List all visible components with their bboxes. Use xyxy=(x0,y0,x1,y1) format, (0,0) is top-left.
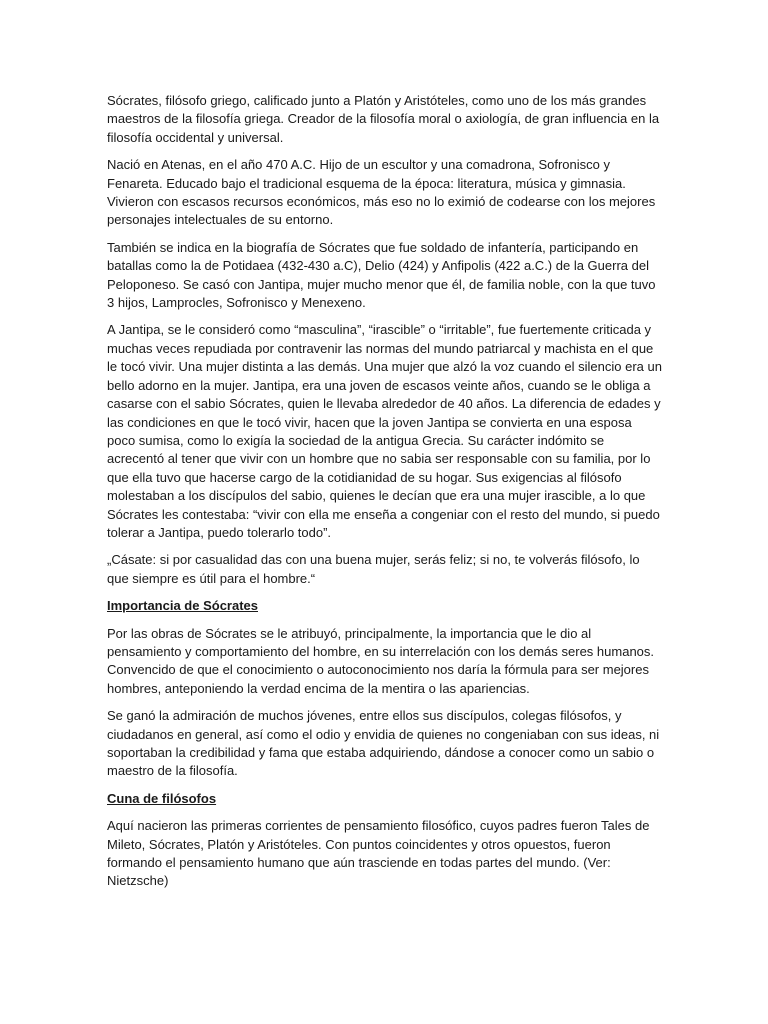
paragraph-jantipa: A Jantipa, se le consideró como “masculina”, “irascible” o “irritable”, fue fuertemente criticada y muchas veces repudiada por contravenir las normas del mundo patriarcal y machista en el que le tocó vivir. Una mujer distinta a las demás. Una mujer que alzó la voz cuando el silencio era un bello adorno en la mujer. Jantipa, era una joven de escasos veinte años, cuando se le obliga a casarse con el sabio Sócrates, quien le llevaba alrededor de 40 años. La diferencia de edades y las condiciones en que le tocó vivir, hacen que la joven Jantipa se convierta en una esposa poco sumisa, como lo exigía la sociedad de la antigua Grecia. Su carácter indómito se acrecentó al tener que vivir con un hombre que no sabia ser responsable con su familia, por lo que ella tuvo que hacerse cargo de la cotidianidad de su hogar. Sus exigencias al filósofo molestaban a los discípulos del sabio, quienes le decían que era una mujer irascible, a lo que Sócrates les contestaba: “vivir con ella me enseña a congeniar con el resto del mundo, si puedo tolerar a Jantipa, puedo tolerarlo todo”. xyxy=(107,322,662,540)
paragraph-importancia-2: Se ganó la admiración de muchos jóvenes, entre ellos sus discípulos, colegas filósofos, y ciudadanos en general, así como el odio y envidia de quienes no congeniaban con sus ideas, ni soportaban la credibilidad y fama que estaba adquiriendo, dándose a conocer como un sabio o maestro de la filosofía. xyxy=(107,708,660,779)
paragraph-intro: Sócrates, filósofo griego, calificado junto a Platón y Aristóteles, como uno de los más grandes maestros de la filosofía griega. Creador de la filosofía moral o axiología, de gran influencia en la filosofía occidental y universal. xyxy=(107,93,660,145)
paragraph-soldier: También se indica en la biografía de Sócrates que fue soldado de infantería, participando en batallas como la de Potidaea (432-430 a.C), Delio (424) y Anfipolis (422 a.C.) de la Guerra del Peloponeso. Se casó con Jantipa, mujer mucho menor que él, de familia noble, con la que tuvo 3 hijos, Lamprocles, Sofronisco y Menexeno. xyxy=(107,239,656,311)
heading-importancia: Importancia de Sócrates xyxy=(107,598,258,614)
paragraph-cuna-1: Aquí nacieron las primeras corrientes de pensamiento filosófico, cuyos padres fueron Tales de Mileto, Sócrates, Platón y Aristóteles. Con puntos coincidentes y otros opuestos, fueron formando el pensamiento humano que aún trasciende en todas partes del mundo. (Ver: Nietzsche) xyxy=(107,818,650,889)
paragraph-birth: Nació en Atenas, en el año 470 A.C. Hijo de un escultor y una comadrona, Sofronisco y Fenareta. Educado bajo el tradicional esquema de la época: literatura, música y gimnasia. Vivieron con escasos recursos económicos, más eso no lo eximió de codearse con los mejores personajes intelectuales de su entorno. xyxy=(107,157,656,228)
heading-cuna: Cuna de filósofos xyxy=(107,790,217,806)
document-page xyxy=(107,92,663,900)
paragraph-importancia-1: Por las obras de Sócrates se le atribuyó, principalmente, la importancia que le dio al pensamiento y comportamiento del hombre, en su interrelación con los demás seres humanos. Convencido de que el conocimiento o autoconocimiento nos daría la fórmula para ser mejores hombres, anteponiendo la verdad encima de la mentira o las apariencias. xyxy=(107,625,655,696)
paragraph-quote: „Cásate: si por casualidad das con una buena mujer, serás feliz; si no, te volverás filósofo, lo que siempre es útil para el hombre.“ xyxy=(107,552,640,586)
